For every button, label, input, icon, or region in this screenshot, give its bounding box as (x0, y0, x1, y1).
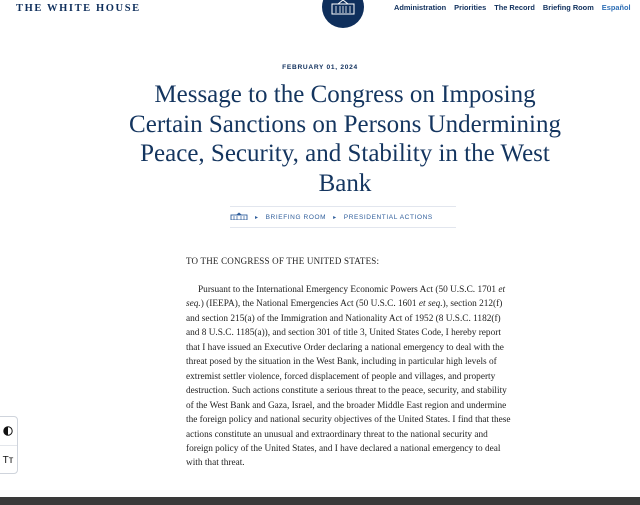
body-text-segment: ) (IEEPA), the National Emergencies Act (50 U.S.C. 1601 (200, 299, 419, 310)
white-house-seal-icon[interactable] (322, 0, 364, 28)
nav-item-the-record[interactable]: The Record (494, 3, 535, 12)
bottom-bar (0, 497, 640, 505)
language-link-espanol[interactable]: Español (601, 3, 631, 12)
body-text-italic: et seq. (186, 285, 506, 310)
nav-item-administration[interactable]: Administration (394, 3, 447, 12)
article-body (186, 256, 516, 471)
nav-item-briefing-room[interactable]: Briefing Room (542, 3, 594, 12)
breadcrumb-chevron-icon: ▸ (255, 214, 259, 221)
page-title: Message to the Congress on Imposing Certain Sanctions on Persons Undermining Peace, Security, and Stability in the West Bank (129, 81, 561, 197)
accessibility-toolbar (0, 416, 18, 474)
article-date: FEBRUARY 01, 2024 (282, 64, 358, 71)
main-nav (394, 3, 631, 12)
white-house-icon[interactable] (230, 212, 248, 222)
site-title[interactable]: THE WHITE HOUSE (16, 3, 141, 14)
body-text-segment: Pursuant to the International Emergency Economic Powers Act (50 U.S.C. 1701 (198, 285, 499, 295)
breadcrumb-briefing-room[interactable]: BRIEFING ROOM (265, 213, 327, 221)
body-text-italic: et seq. (418, 299, 443, 310)
breadcrumb-presidential-actions[interactable]: PRESIDENTIAL ACTIONS (343, 213, 433, 221)
contrast-icon (3, 426, 13, 436)
body-paragraph (186, 283, 516, 471)
site-header (0, 0, 640, 26)
addressee-line: TO THE CONGRESS OF THE UNITED STATES: (186, 256, 380, 266)
text-size-icon: Tт (2, 454, 14, 466)
breadcrumb-chevron-icon: ▸ (333, 214, 337, 221)
body-text-segment: ), section 212(f) and section 215(a) of the Immigration and Nationality Act of 1952 (8 U.S.C. 1182(f) and 8 U.S.C. 1185(a)), and section 301 of title 3, United States Code, I hereby report that I have issued an Executive Order declaring a national emergency to deal with the threat posed by the situation in the West Bank, including in particular high levels of extremist settler violence, forced displacement of people and villages, and property destruction. Such actions constitute a serious threat to the peace, security, and stability of the West Bank and Gaza, Israel, and the broader Middle East region and undermine the foreign policy and national security objectives of the United States. I find that these actions constitute an unusual and extraordinary threat to the national security and foreign policy of the United States, and I have declared a national emergency to deal with that threat. (186, 299, 511, 469)
contrast-toggle-button[interactable] (0, 417, 17, 445)
nav-item-priorities[interactable]: Priorities (454, 3, 487, 12)
text-size-button[interactable] (0, 445, 17, 474)
breadcrumb (230, 206, 456, 228)
